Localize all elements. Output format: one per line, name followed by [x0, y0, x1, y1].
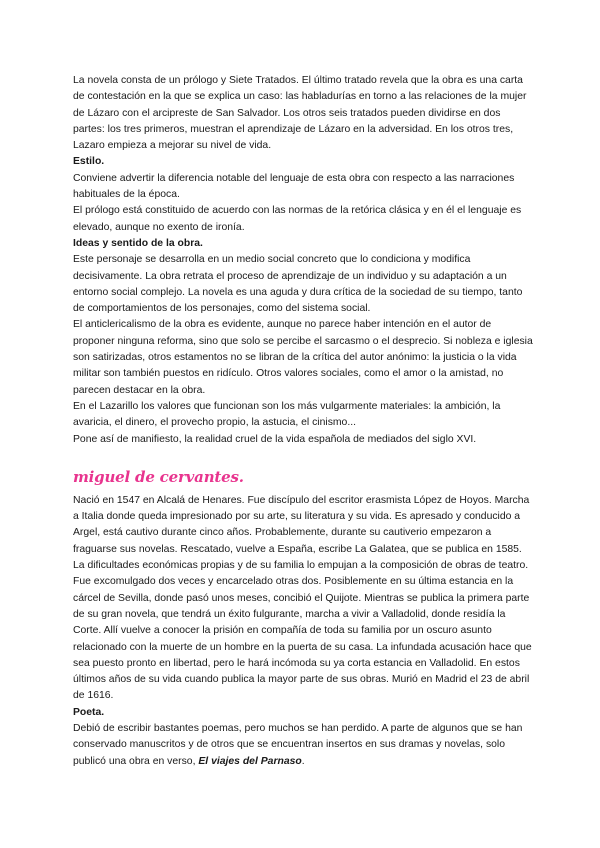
- paragraph-cervantes-bio-1: Nació en 1547 en Alcalá de Henares. Fue discípulo del escritor erasmista López de Hoyos. Marcha a Italia donde queda impresionado por su arte, su literatura y su vida. Es apresado y conducido a Argel, está cautivo durante cinco años. Probablemente, durante su cautiverio empezaron a fraguarse sus novelas. Rescatado, vuelve a España, escribe La Galatea, que se publica en 1585. La dificultades económicas propias y de su familia lo empujan a la composición de obras de teatro.: [73, 494, 530, 572]
- paragraph-cervantes-bio-2: Fue excomulgado dos veces y encarcelado otras dos. Posiblemente en su última estancia en la cárcel de Sevilla, donde pasó unos meses, concibió el Quijote. Mientras se publica la primera parte de su gran novela, que tendrá un éxito fulgurante, marcha a vivir a Valladolid, donde residía la Corte. Allí vuelve a conocer la prisión en compañía de toda su familia por un oscuro asunto relacionado con la muerte de un hombre en la puerta de su casa. La infundada acusación hace que sea puesto pronto en libertad, pero le hará incómoda su ya corta estancia en Valladolid. En estos últimos años de su vida cuando publica la mayor parte de sus obras. Murió en Madrid el 23 de abril de 1616.: [73, 576, 532, 702]
- paragraph-ideas-4: Pone así de manifiesto, la realidad cruel de la vida española de mediados del siglo XVI.: [73, 433, 477, 445]
- section-title-cervantes: miguel de cervantes.: [73, 467, 244, 486]
- paragraph-ideas-2: El anticlericalismo de la obra es evidente, aunque no parece haber intención en el autor de proponer ninguna reforma, sino que solo se percibe el sarcasmo o el desprecio. Si nobleza e iglesia son satirizadas, otros estamentos no se libran de la crítica del autor anónimo: la justicia o la vida militar son también puestos en ridículo. Otros valores sociales, como el amor o la amistad, no parecen destacar en la obra.: [73, 319, 533, 396]
- paragraph-poeta-end: .: [301, 755, 305, 767]
- paragraph-ideas-1: Este personaje se desarrolla en un medio social concreto que lo condiciona y modifica decisivamente. La obra retrata el proceso de aprendizaje de un individuo y su adaptación a un entorno social complejo. La novela es una aguda y dura crítica de la sociedad de su tiempo, tanto de comportamientos de los personajes, como del sistema social.: [73, 254, 523, 315]
- paragraph-estilo-2: El prólogo está constituido de acuerdo con las normas de la retórica clásica y en él el lenguaje es elevado, aunque no exento de ironía.: [73, 205, 522, 233]
- heading-ideas: Ideas y sentido de la obra.: [73, 237, 203, 249]
- paragraph-ideas-3: En el Lazarillo los valores que funcionan son los más vulgarmente materiales: la ambición, la avaricia, el dinero, el provecho propio, la astucia, el cinismo...: [73, 400, 501, 429]
- paragraph-tratados: La novela consta de un prólogo y Siete Tratados. El último tratado revela que la obra es una carta de contestación en la que se explica un caso: las habladurías en torno a las relaciones de la mujer de Lázaro con el arcipreste de San Salvador. Los otros seis tratados pueden dividirse en dos partes: los tres primeros, muestran el aprendizaje de Lázaro en la adversidad. En los otros tres, Lazaro empieza a mejorar su nivel de vida.: [73, 75, 527, 152]
- paragraph-poeta: [73, 721, 535, 770]
- paragraph-estilo-1: Conviene advertir la diferencia notable del lenguaje de esta obra con respecto a las narraciones habituales de la época.: [73, 172, 515, 201]
- paragraph-poeta-text: Debió de escribir bastantes poemas, pero muchos se han perdido. A parte de algunos que se han conservado manuscritos y de otros que se encuentran insertos en sus dramas y novelas, solo publicó una obra en verso,: [73, 722, 523, 767]
- work-title-viajes-parnaso: El viajes del Parnaso: [198, 755, 302, 767]
- heading-estilo: Estilo.: [73, 156, 105, 168]
- document-page: [73, 73, 535, 770]
- heading-poeta: Poeta.: [73, 706, 105, 718]
